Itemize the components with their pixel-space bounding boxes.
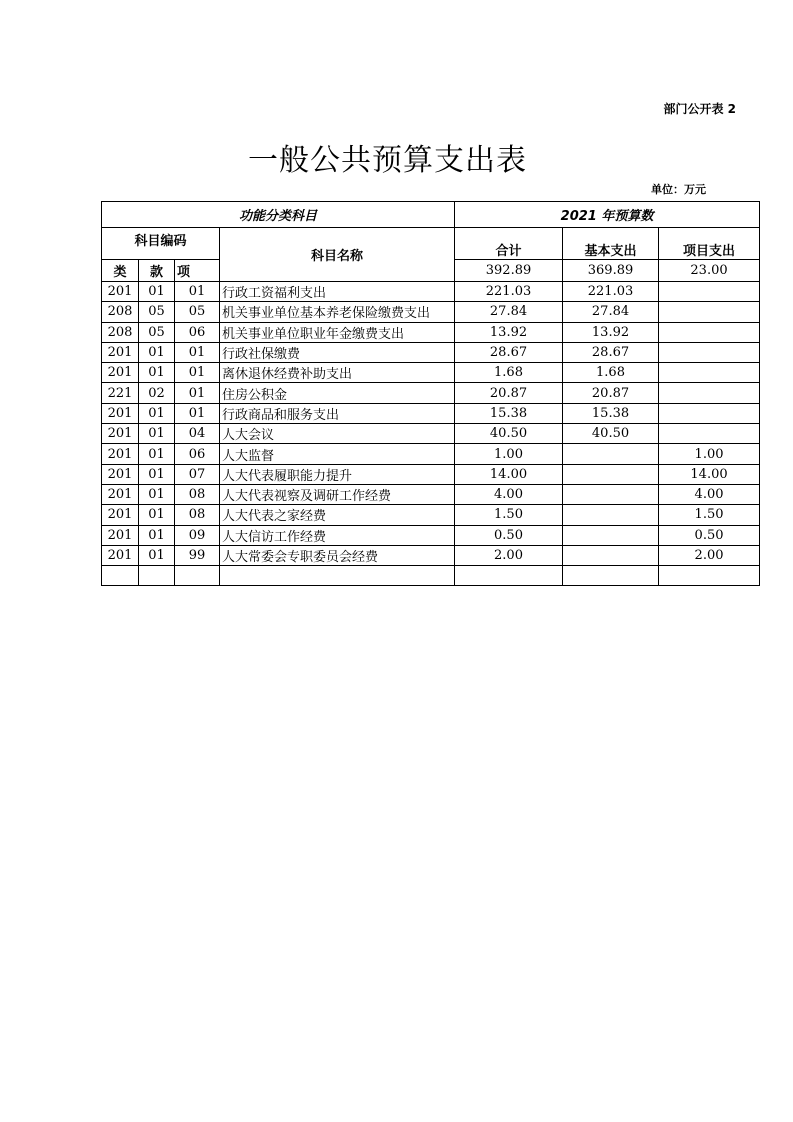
item-code-cell: 01: [175, 403, 220, 423]
table-row: [102, 322, 760, 342]
project-cell: 4.00: [659, 484, 760, 504]
section-code-cell: 05: [139, 322, 175, 342]
subject-name-cell: 机关事业单位职业年金缴费支出: [220, 322, 455, 342]
header-project-expenditure: 项目支出: [659, 228, 760, 260]
table-row: [102, 464, 760, 484]
section-code-cell: 01: [139, 505, 175, 525]
section-code-cell: 01: [139, 444, 175, 464]
project-cell: [659, 322, 760, 342]
form-number: 部门公开表 2: [663, 102, 736, 116]
item-code-cell: [175, 566, 220, 586]
project-cell: [659, 302, 760, 322]
project-cell: [659, 363, 760, 383]
basic-cell: [563, 545, 659, 565]
total-cell: 1.50: [455, 505, 563, 525]
header-section: 款: [139, 260, 175, 282]
subject-name-cell: 人大代表视察及调研工作经费: [220, 484, 455, 504]
category-code-cell: 221: [102, 383, 139, 403]
project-cell: [659, 403, 760, 423]
project-cell: 0.50: [659, 525, 760, 545]
item-code-cell: 05: [175, 302, 220, 322]
total-cell: 0.50: [455, 525, 563, 545]
item-code-cell: 07: [175, 464, 220, 484]
page-title: 一般公共预算支出表: [248, 143, 527, 178]
total-cell: 14.00: [455, 464, 563, 484]
subject-name-cell: 离休退休经费补助支出: [220, 363, 455, 383]
table-row: [102, 505, 760, 525]
basic-cell: [563, 566, 659, 586]
table-row: [102, 403, 760, 423]
table-row: [102, 566, 760, 586]
header-subject-name: 科目名称: [220, 228, 455, 282]
basic-cell: 20.87: [563, 383, 659, 403]
total-cell: 1.68: [455, 363, 563, 383]
section-code-cell: 01: [139, 484, 175, 504]
section-code-cell: 01: [139, 403, 175, 423]
header-total: 合计: [455, 228, 563, 260]
item-code-cell: 01: [175, 342, 220, 362]
subject-name-cell: 住房公积金: [220, 383, 455, 403]
total-cell: [455, 566, 563, 586]
total-cell: 20.87: [455, 383, 563, 403]
item-code-cell: 09: [175, 525, 220, 545]
section-code-cell: 01: [139, 363, 175, 383]
basic-cell: 28.67: [563, 342, 659, 362]
header-row-2: [102, 228, 760, 260]
table-row: [102, 383, 760, 403]
item-code-cell: 08: [175, 505, 220, 525]
unit-label: 单位：万元: [651, 183, 706, 196]
project-cell: [659, 342, 760, 362]
basic-cell: 15.38: [563, 403, 659, 423]
basic-cell: [563, 484, 659, 504]
total-cell: 28.67: [455, 342, 563, 362]
category-code-cell: 201: [102, 424, 139, 444]
project-cell: 1.50: [659, 505, 760, 525]
section-code-cell: 01: [139, 424, 175, 444]
table-row: [102, 342, 760, 362]
table-row: [102, 363, 760, 383]
basic-cell: [563, 505, 659, 525]
header-row-1: [102, 202, 760, 228]
project-sum: 23.00: [659, 260, 760, 282]
subject-name-cell: 行政工资福利支出: [220, 282, 455, 302]
item-code-cell: 06: [175, 444, 220, 464]
header-item: 项: [175, 260, 220, 282]
category-code-cell: 208: [102, 302, 139, 322]
total-cell: 15.38: [455, 403, 563, 423]
subject-name-cell: 人大会议: [220, 424, 455, 444]
subject-name-cell: 人大代表履职能力提升: [220, 464, 455, 484]
subject-name-cell: 行政社保缴费: [220, 342, 455, 362]
item-code-cell: 01: [175, 383, 220, 403]
section-code-cell: 01: [139, 464, 175, 484]
basic-cell: [563, 444, 659, 464]
project-cell: 14.00: [659, 464, 760, 484]
category-code-cell: 201: [102, 545, 139, 565]
header-budget-year: 2021 年预算数: [455, 202, 760, 228]
item-code-cell: 06: [175, 322, 220, 342]
total-cell: 27.84: [455, 302, 563, 322]
basic-cell: 27.84: [563, 302, 659, 322]
header-functional-category: 功能分类科目: [102, 202, 455, 228]
category-code-cell: [102, 566, 139, 586]
subject-name-cell: [220, 566, 455, 586]
basic-cell: [563, 464, 659, 484]
project-cell: [659, 424, 760, 444]
item-code-cell: 01: [175, 363, 220, 383]
table-row: [102, 302, 760, 322]
item-code-cell: 01: [175, 282, 220, 302]
category-code-cell: 201: [102, 403, 139, 423]
section-code-cell: 02: [139, 383, 175, 403]
total-cell: 2.00: [455, 545, 563, 565]
header-basic-expenditure: 基本支出: [563, 228, 659, 260]
section-code-cell: 01: [139, 282, 175, 302]
total-cell: 1.00: [455, 444, 563, 464]
basic-sum: 369.89: [563, 260, 659, 282]
subject-name-cell: 人大信访工作经费: [220, 525, 455, 545]
table-row: [102, 444, 760, 464]
subject-name-cell: 机关事业单位基本养老保险缴费支出: [220, 302, 455, 322]
category-code-cell: 201: [102, 505, 139, 525]
section-code-cell: 01: [139, 342, 175, 362]
category-code-cell: 201: [102, 484, 139, 504]
budget-table: [101, 201, 760, 586]
category-code-cell: 201: [102, 363, 139, 383]
category-code-cell: 201: [102, 444, 139, 464]
total-cell: 4.00: [455, 484, 563, 504]
project-cell: 1.00: [659, 444, 760, 464]
item-code-cell: 08: [175, 484, 220, 504]
subject-name-cell: 行政商品和服务支出: [220, 403, 455, 423]
item-code-cell: 99: [175, 545, 220, 565]
total-cell: 221.03: [455, 282, 563, 302]
subject-name-cell: 人大代表之家经费: [220, 505, 455, 525]
section-code-cell: 01: [139, 545, 175, 565]
basic-cell: 1.68: [563, 363, 659, 383]
table-row: [102, 545, 760, 565]
subject-name-cell: 人大常委会专职委员会经费: [220, 545, 455, 565]
section-code-cell: 01: [139, 525, 175, 545]
project-cell: [659, 566, 760, 586]
basic-cell: 40.50: [563, 424, 659, 444]
header-category: 类: [102, 260, 139, 282]
category-code-cell: 201: [102, 342, 139, 362]
subject-name-cell: 人大监督: [220, 444, 455, 464]
table-row: [102, 484, 760, 504]
total-cell: 40.50: [455, 424, 563, 444]
category-code-cell: 201: [102, 282, 139, 302]
total-cell: 13.92: [455, 322, 563, 342]
basic-cell: [563, 525, 659, 545]
total-sum: 392.89: [455, 260, 563, 282]
basic-cell: 221.03: [563, 282, 659, 302]
category-code-cell: 201: [102, 525, 139, 545]
section-code-cell: [139, 566, 175, 586]
project-cell: [659, 383, 760, 403]
project-cell: [659, 282, 760, 302]
table-row: [102, 282, 760, 302]
table-row: [102, 525, 760, 545]
table-row: [102, 424, 760, 444]
header-subject-code: 科目编码: [102, 228, 220, 260]
category-code-cell: 208: [102, 322, 139, 342]
basic-cell: 13.92: [563, 322, 659, 342]
item-code-cell: 04: [175, 424, 220, 444]
section-code-cell: 05: [139, 302, 175, 322]
project-cell: 2.00: [659, 545, 760, 565]
category-code-cell: 201: [102, 464, 139, 484]
